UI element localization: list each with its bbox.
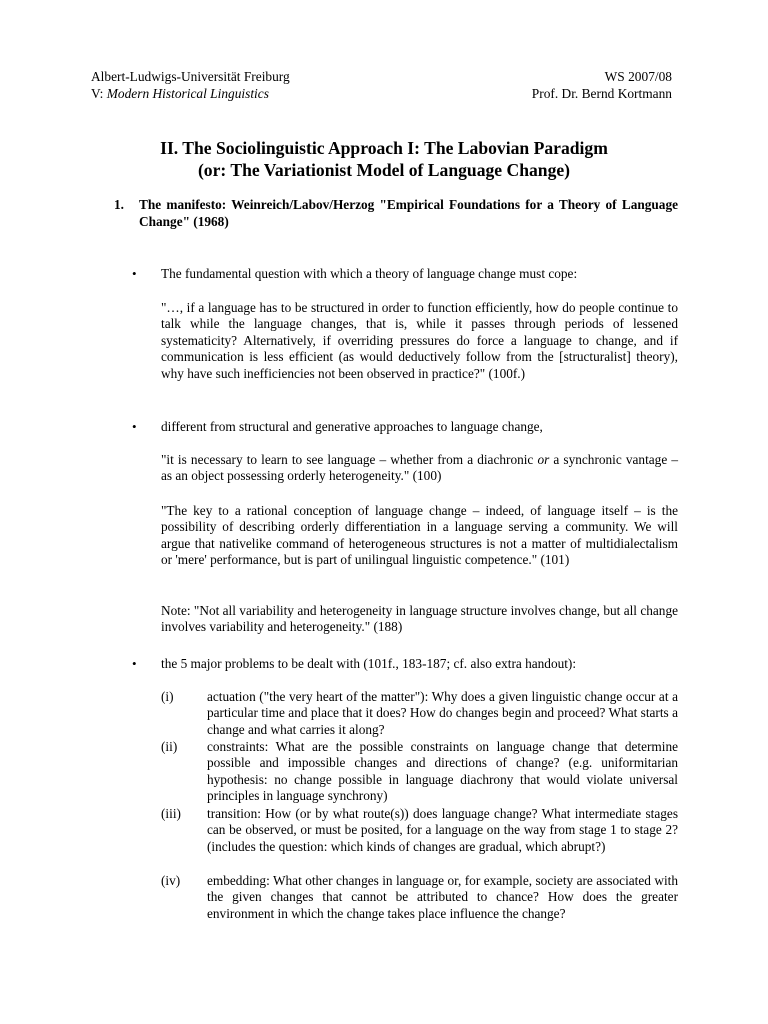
header-university: Albert-Ludwigs-Universität Freiburg (91, 69, 290, 84)
title-line-2: (or: The Variationist Model of Language Change) (197, 160, 571, 180)
bullet-marker: • (132, 656, 137, 671)
problem-text: embedding: What other changes in language or, for example, society are associated with the given changes that cannot be attributed to chance? How does the greater environment in which the change takes place influence the change? (207, 873, 678, 921)
bullet-text-1: The fundamental question with which a theory of language change must cope: (161, 266, 578, 281)
bullet-text-3: the 5 major problems to be dealt with (101f., 183-187; cf. also extra handout): (161, 656, 577, 671)
header-course (91, 86, 269, 102)
problem-number: (i) (161, 689, 174, 704)
header-professor: Prof. Dr. Bernd Kortmann (531, 86, 672, 101)
quote-2-emphasis: or (537, 452, 550, 467)
problem-number: (iii) (161, 806, 181, 821)
quote-paragraph-1: "…, if a language has to be structured in order to function efficiently, how do people continue to talk while the language changes, that is, while it passes through periods of lessened systematicity? Alternatively, if overriding pressures do force a language to change, and if communication is less efficient (as would deductively follow from the [structuralist] theory), why have such inefficiencies not been observed in practice?" (100f.) (161, 300, 678, 381)
page-title (0, 137, 768, 181)
quote-2-start: "it is necessary to learn to see language – whether from a diachronic (161, 452, 538, 467)
problem-text: constraints: What are the possible constraints on language change that determine possible and impossible changes and directions of change? (e.g. uniformitarian hypothesis: no change possible in language diachrony that would violate universal principles in language synchrony) (207, 739, 678, 804)
bullet-marker: • (132, 419, 137, 434)
course-prefix: V: (91, 86, 107, 101)
problem-number: (iv) (161, 873, 181, 888)
quote-paragraph-3: "The key to a rational conception of language change – indeed, of language itself – is the possibility of describing orderly differentiation in a language serving a community. We will argue that nativelike command of heterogeneous structures is not a matter of multidialectalism or 'mere' performance, but is part of unilingual linguistic competence." (101) (161, 503, 678, 568)
problem-text: actuation ("the very heart of the matter"): Why does a given linguistic change occur at a particular time and place that it does? How do changes begin and proceed? What starts a change and what carries it along? (207, 689, 678, 737)
quote-paragraph-2 (161, 452, 678, 485)
section-number: 1. (114, 197, 124, 212)
problem-text: transition: How (or by what route(s)) does language change? What intermediate stages can be observed, or must be posited, for a language on the way from stage 1 to stage 2? (includes the question: which kinds of changes are gradual, which abrupt?) (207, 806, 678, 854)
problem-number: (ii) (161, 739, 178, 754)
quote-2-end: a synchronic vantage – as an object possessing orderly heterogeneity." (100) (161, 452, 678, 484)
section-title: The manifesto: Weinreich/Labov/Herzog "Empirical Foundations for a Theory of Language Change" (1968) (139, 197, 678, 229)
course-title: Modern Historical Linguistics (106, 86, 269, 101)
header-semester: WS 2007/08 (604, 69, 672, 84)
bullet-text-2: different from structural and generative approaches to language change, (161, 419, 543, 434)
note-paragraph: Note: "Not all variability and heterogeneity in language structure involves change, but all change involves variability and heterogeneity." (188) (161, 603, 678, 635)
title-line-1: II. The Sociolinguistic Approach I: The Labovian Paradigm (160, 138, 608, 158)
bullet-marker: • (132, 266, 137, 281)
